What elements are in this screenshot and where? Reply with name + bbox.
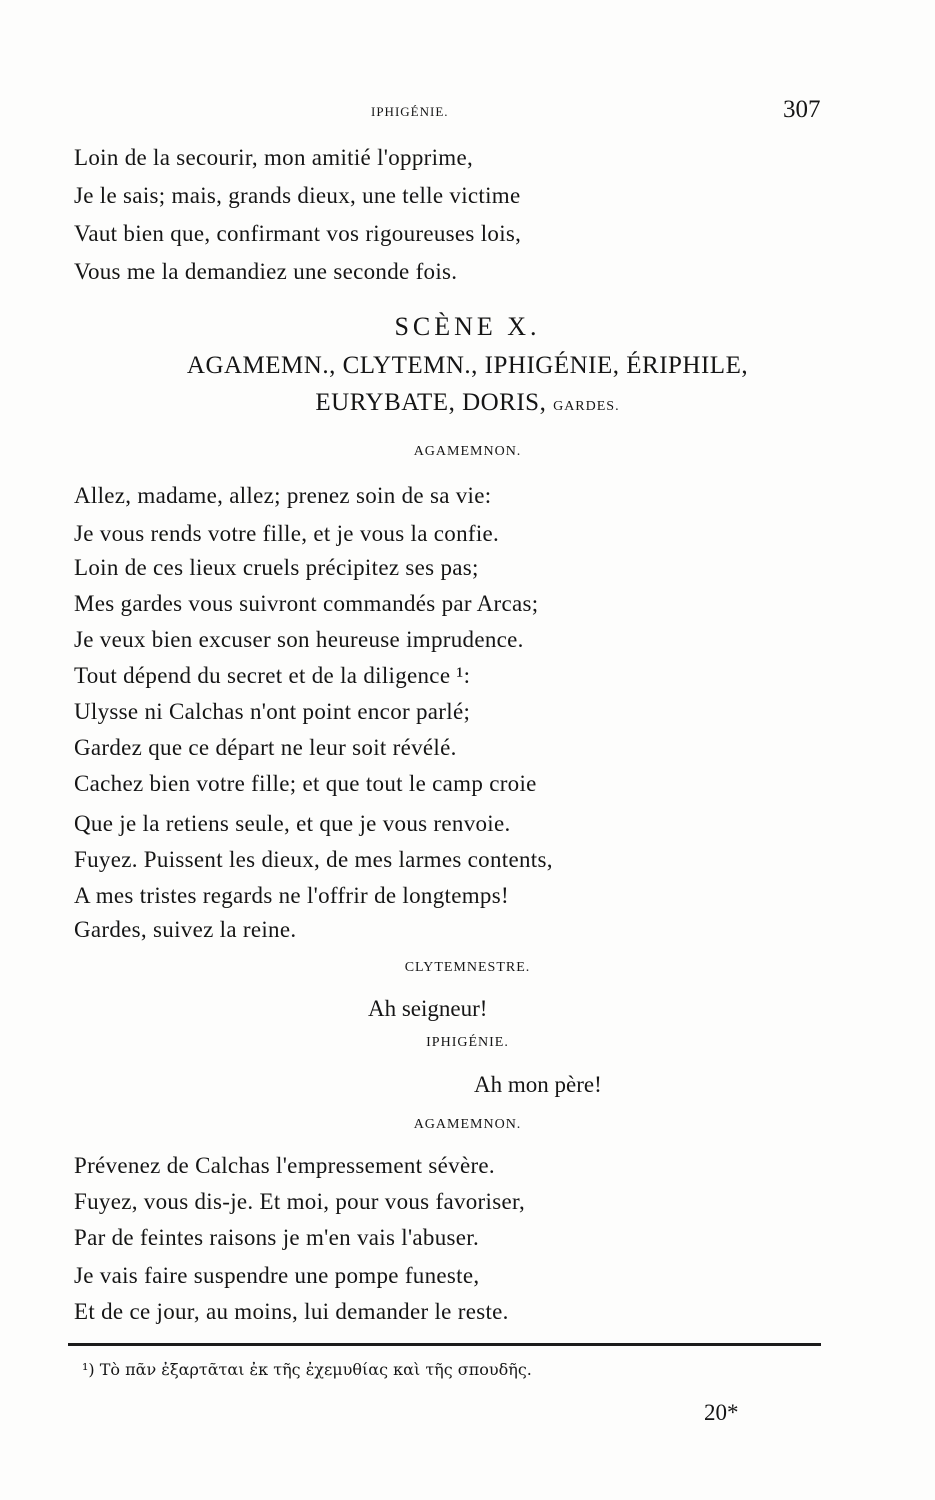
scene-characters: AGAMEMN., CLYTEMN., IPHIGÉNIE, ÉRIPHILE,	[186, 352, 749, 379]
verse-line: Allez, madame, allez; prenez soin de sa vie:	[74, 483, 492, 508]
scene-characters-continued	[0, 389, 935, 417]
scene-title: SCÈNE X.	[394, 312, 541, 341]
signature-mark: 20*	[704, 1400, 739, 1425]
verse-line: Vous me la demandiez une seconde fois.	[74, 259, 458, 284]
verse-line: Gardes, suivez la reine.	[74, 917, 297, 942]
verse-line: Tout dépend du secret et de la diligence ¹:	[74, 663, 471, 688]
verse-line: Ulysse ni Calchas n'ont point encor parlé;	[74, 699, 471, 724]
verse-line-iphigenie: Ah mon père!	[474, 1072, 602, 1097]
verse-line: Par de feintes raisons je m'en vais l'abuser.	[74, 1225, 480, 1250]
footnote-rule	[68, 1343, 821, 1346]
speaker-agamemnon: AGAMEMNON.	[413, 444, 522, 459]
verse-line: Vaut bien que, confirmant vos rigoureuses lois,	[74, 221, 522, 246]
verse-line: Fuyez. Puissent les dieux, de mes larmes contents,	[74, 847, 553, 872]
page-number: 307	[783, 96, 821, 123]
verse-line: Je le sais; mais, grands dieux, une telle victime	[74, 183, 521, 208]
footnote: ¹) Τὸ πᾶν ἐξαρτᾶται ἐκ τῆς ἐχεμυθίας καὶ τῆς σπουδῆς.	[82, 1360, 532, 1379]
verse-line-clytemnestre: Ah seigneur!	[368, 996, 488, 1021]
verse-line: Que je la retiens seule, et que je vous renvoie.	[74, 811, 511, 836]
verse-line: Cachez bien votre fille; et que tout le camp croie	[74, 771, 537, 796]
verse-line: Prévenez de Calchas l'empressement sévère.	[74, 1153, 495, 1178]
scene-characters-extra: GARDES.	[553, 399, 620, 414]
verse-line: Je vais faire suspendre une pompe funeste,	[74, 1263, 480, 1288]
verse-line: Je veux bien excuser son heureuse imprudence.	[74, 627, 524, 652]
verse-line: Et de ce jour, au moins, lui demander le reste.	[74, 1299, 509, 1324]
verse-line: Je vous rends votre fille, et je vous la confie.	[74, 521, 500, 546]
verse-line: Gardez que ce départ ne leur soit révélé.	[74, 735, 457, 760]
verse-line: Fuyez, vous dis-je. Et moi, pour vous favoriser,	[74, 1189, 526, 1214]
verse-line: Mes gardes vous suivront commandés par Arcas;	[74, 591, 539, 616]
speaker-agamemnon-2: AGAMEMNON.	[413, 1117, 522, 1132]
running-title: IPHIGÉNIE.	[371, 104, 449, 119]
verse-line: Loin de la secourir, mon amitié l'opprime,	[74, 145, 474, 170]
verse-line: Loin de ces lieux cruels précipitez ses pas;	[74, 555, 479, 580]
scene-characters-line2: EURYBATE, DORIS,	[315, 389, 547, 416]
speaker-iphigenie: IPHIGÉNIE.	[426, 1035, 509, 1050]
speaker-clytemnestre: CLYTEMNESTRE.	[404, 960, 531, 975]
verse-line: A mes tristes regards ne l'offrir de longtemps!	[74, 883, 509, 908]
